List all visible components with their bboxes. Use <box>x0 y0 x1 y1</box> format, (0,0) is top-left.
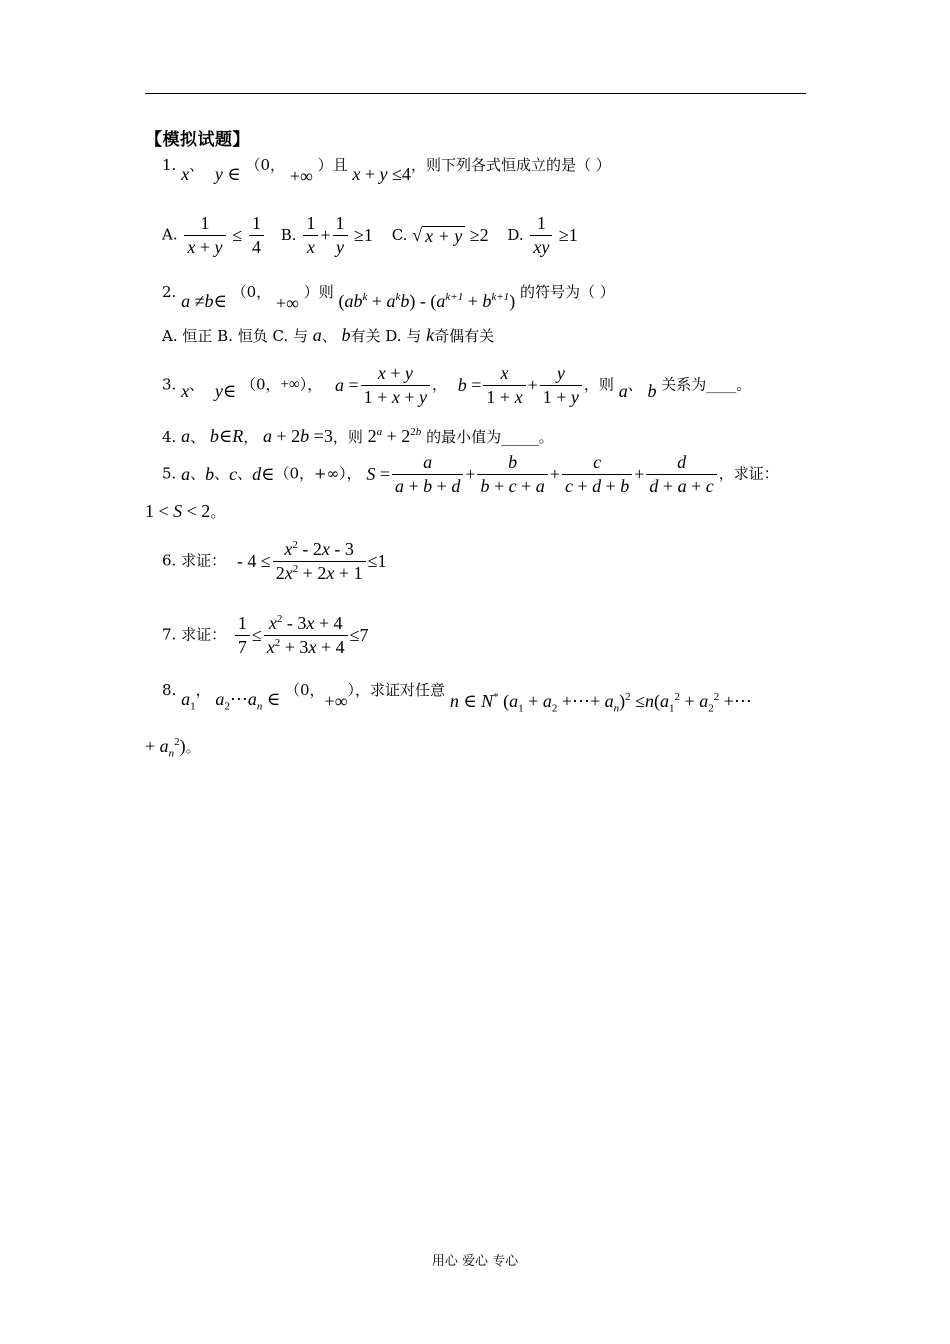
page-footer: 用心 爱心 专心 <box>431 1254 519 1269</box>
question-2-options: A. 恒正 B. 恒负 C. 与 a、 b有关 D. 与 k奇偶有关 <box>162 325 495 345</box>
question-8-stem: 8. $a_1$， $a_2\cdots a_n$ ∈ （0，+∞），求证对任意 n ∈ N* ($a_1 + a_2$ +⋯+ $a_n)^2 \le n(a_1^2 + a_2^2$ +⋯ <box>162 681 752 715</box>
question-4-stem: 4. a、 b∈R， a + 2b =3，则 $2^a + 2^{2b}$ 的最小值为_____。 <box>162 426 554 446</box>
question-6: 6. 求证： - 4 ≤ $\frac{x^2 - 2x - 3}{2x^2 + 2x + 1}$ ≤1 <box>162 539 387 583</box>
question-7: 7. 求证： $\frac{1}{7}$ ≤ $\frac{x^2 - 3x + 4}{x^2 + 3x + 4}$ ≤7 <box>162 613 369 657</box>
section-heading: 【模拟试题】 <box>145 130 250 150</box>
header-rule <box>145 93 806 94</box>
question-5-stem: 5. a、b、c、d∈（0，+∞）， S = $\frac{a}{a + b + d}$ + $\frac{b}{b + c + a}$ + $\frac{c}{c + d + b}$ + $\frac{d}{d + a + c}$ ，求证： <box>162 452 779 496</box>
question-3-stem: 3. x、 y∈ （0，+∞）， a = $\frac{x + y}{1 + x + y}$ ， b = $\frac{x}{1 + x}$ + $\frac{y}{1 + y}$ ，则 a、 b 关系为____。 <box>162 363 752 407</box>
question-5-claim: 1 < S < 2。 <box>145 501 226 521</box>
question-1-stem: 1. x、 y ∈ （0， +∞ ）且 x + y ≤4，则下列各式恒成立的是（ ） <box>162 156 611 186</box>
question-2-stem: 2. a ≠b∈ （0， +∞ ）则 $(ab^k + a^kb) - (a^{k+1} + b^{k+1})$ 的符号为（ ） <box>162 283 615 313</box>
question-1-options: A. $\frac{1}{x + y}$ ≤ $\frac{1}{4}$ B. $\frac{1}{x}$ + $\frac{1}{y}$ ≥1 C. √ x + y ≥2 D. $\frac{1}{xy}$ ≥1 <box>162 213 578 257</box>
question-8-end: + $a_n^2$)。 <box>145 736 201 760</box>
